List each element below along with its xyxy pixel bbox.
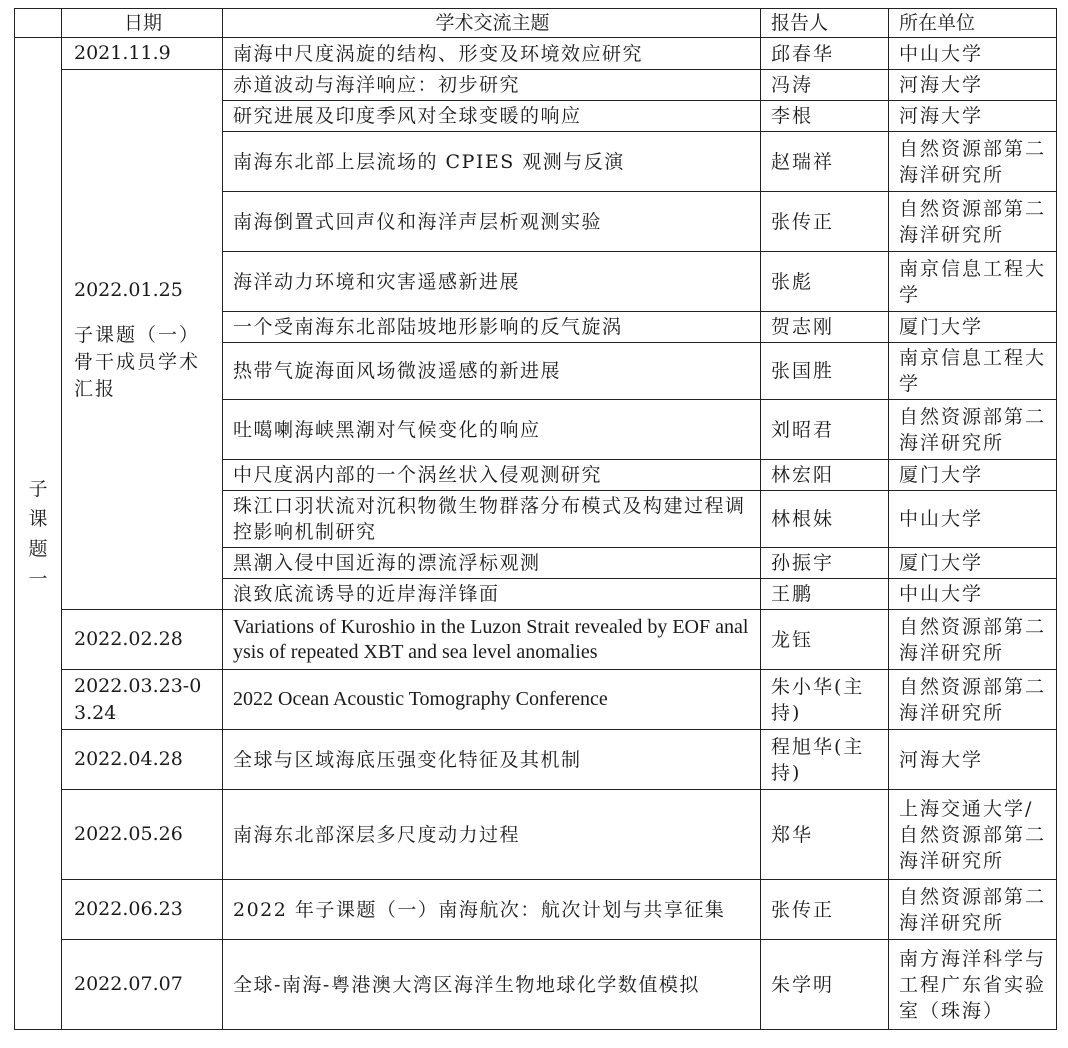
unit-cell: 南方海洋科学与工程广东省实验室（珠海）: [889, 940, 1057, 1030]
date-cell: [62, 38, 223, 70]
table-row: [15, 38, 1057, 70]
topic-cell: 珠江口羽状流对沉积物微生物群落分布模式及构建过程调控影响机制研究: [223, 491, 761, 548]
date-text: 2022.03.23-03.24: [74, 674, 202, 724]
reporter-cell: 张彪: [761, 252, 889, 312]
reporter-cell: 孙振宇: [761, 548, 889, 579]
topic-cell: 南海东北部上层流场的 CPIES 观测与反演: [223, 132, 761, 192]
unit-cell: 厦门大学: [889, 312, 1057, 343]
header-reporter: 报告人: [761, 9, 889, 38]
unit-cell: 厦门大学: [889, 460, 1057, 491]
date-text: 2022.07.07: [74, 973, 183, 995]
table-body: [15, 38, 1057, 1030]
topic-cell: 2022 Ocean Acoustic Tomography Conference: [223, 670, 761, 730]
unit-cell: 中山大学: [889, 38, 1057, 70]
side-label-char: 题: [28, 537, 48, 560]
reporter-cell: 朱学明: [761, 940, 889, 1030]
header-topic: 学术交流主题: [223, 9, 761, 38]
topic-cell: 黑潮入侵中国近海的漂流浮标观测: [223, 548, 761, 579]
topic-cell: 全球-南海-粤港澳大湾区海洋生物地球化学数值模拟: [223, 940, 761, 1030]
table-row: [15, 70, 1057, 101]
topic-cell: 研究进展及印度季风对全球变暖的响应: [223, 101, 761, 132]
date-text: 2022.05.26: [74, 823, 183, 845]
reporter-cell: 林宏阳: [761, 460, 889, 491]
topic-cell: 热带气旋海面风场微波遥感的新进展: [223, 343, 761, 400]
unit-cell: 中山大学: [889, 579, 1057, 610]
table-row: [15, 790, 1057, 880]
reporter-cell: 刘昭君: [761, 400, 889, 460]
header-date: 日期: [62, 9, 223, 38]
unit-cell: 自然资源部第二海洋研究所: [889, 670, 1057, 730]
topic-cell: 一个受南海东北部陆坡地形影响的反气旋涡: [223, 312, 761, 343]
unit-cell: 自然资源部第二海洋研究所: [889, 132, 1057, 192]
subtopic-side-label: [15, 38, 62, 1030]
reporter-cell: 程旭华(主持): [761, 730, 889, 790]
topic-cell: 南海中尺度涡旋的结构、形变及环境效应研究: [223, 38, 761, 70]
reporter-cell: 贺志刚: [761, 312, 889, 343]
side-label-char: 课: [28, 507, 48, 530]
reporter-cell: 朱小华(主持): [761, 670, 889, 730]
topic-cell: 海洋动力环境和灾害遥感新进展: [223, 252, 761, 312]
reporter-cell: 林根妹: [761, 491, 889, 548]
reporter-cell: 冯涛: [761, 70, 889, 101]
unit-cell: 自然资源部第二海洋研究所: [889, 400, 1057, 460]
unit-cell: 河海大学: [889, 730, 1057, 790]
reporter-cell: 张国胜: [761, 343, 889, 400]
topic-cell: 浪致底流诱导的近岸海洋锋面: [223, 579, 761, 610]
topic-cell: Variations of Kuroshio in the Luzon Strait revealed by EOF analysis of repeated XBT and sea level anomalies: [223, 610, 761, 670]
reporter-cell: 赵瑞祥: [761, 132, 889, 192]
unit-cell: 河海大学: [889, 101, 1057, 132]
topic-cell: 南海东北部深层多尺度动力过程: [223, 790, 761, 880]
unit-cell: 自然资源部第二海洋研究所: [889, 192, 1057, 252]
topic-cell: 赤道波动与海洋响应：初步研究: [223, 70, 761, 101]
unit-cell: 厦门大学: [889, 548, 1057, 579]
date-text: 2022.06.23: [74, 898, 183, 920]
date-text: 2022.02.28: [74, 628, 183, 650]
unit-cell: 中山大学: [889, 491, 1057, 548]
topic-cell: 2022 年子课题（一）南海航次：航次计划与共享征集: [223, 880, 761, 940]
header-unit: 所在单位: [889, 9, 1057, 38]
date-text: 2022.04.28: [74, 748, 183, 770]
date-cell: [62, 610, 223, 670]
table-row: [15, 880, 1057, 940]
header-corner: [15, 9, 62, 38]
date-cell: [62, 880, 223, 940]
date-text: 2022.01.25: [74, 278, 183, 301]
table-row: [15, 730, 1057, 790]
unit-cell: 南京信息工程大学: [889, 252, 1057, 312]
unit-cell: 自然资源部第二海洋研究所: [889, 880, 1057, 940]
unit-cell: 南京信息工程大学: [889, 343, 1057, 400]
header-row: [15, 9, 1057, 38]
reporter-cell: 张传正: [761, 192, 889, 252]
unit-cell: 自然资源部第二海洋研究所: [889, 610, 1057, 670]
side-label-char: 一: [28, 567, 48, 590]
date-cell: [62, 790, 223, 880]
reporter-cell: 李根: [761, 101, 889, 132]
date-cell: [62, 670, 223, 730]
reporter-cell: 郑华: [761, 790, 889, 880]
topic-cell: 吐噶喇海峡黑潮对气候变化的响应: [223, 400, 761, 460]
reporter-cell: 邱春华: [761, 38, 889, 70]
unit-cell: 上海交通大学/自然资源部第二海洋研究所: [889, 790, 1057, 880]
date-cell: [62, 940, 223, 1030]
table-row: [15, 670, 1057, 730]
unit-cell: 河海大学: [889, 70, 1057, 101]
academic-exchange-table: [14, 8, 1057, 1030]
date-cell: [62, 730, 223, 790]
topic-cell: 南海倒置式回声仪和海洋声层析观测实验: [223, 192, 761, 252]
reporter-cell: 王鹏: [761, 579, 889, 610]
table-row: [15, 940, 1057, 1030]
side-label-char: 子: [28, 477, 48, 500]
date-cell: [62, 70, 223, 610]
date-note: 子课题（一）骨干成员学术汇报: [74, 323, 201, 400]
table-row: [15, 610, 1057, 670]
reporter-cell: 张传正: [761, 880, 889, 940]
topic-cell: 中尺度涡内部的一个涡丝状入侵观测研究: [223, 460, 761, 491]
reporter-cell: 龙钰: [761, 610, 889, 670]
topic-cell: 全球与区域海底压强变化特征及其机制: [223, 730, 761, 790]
date-text: 2021.11.9: [74, 42, 171, 64]
